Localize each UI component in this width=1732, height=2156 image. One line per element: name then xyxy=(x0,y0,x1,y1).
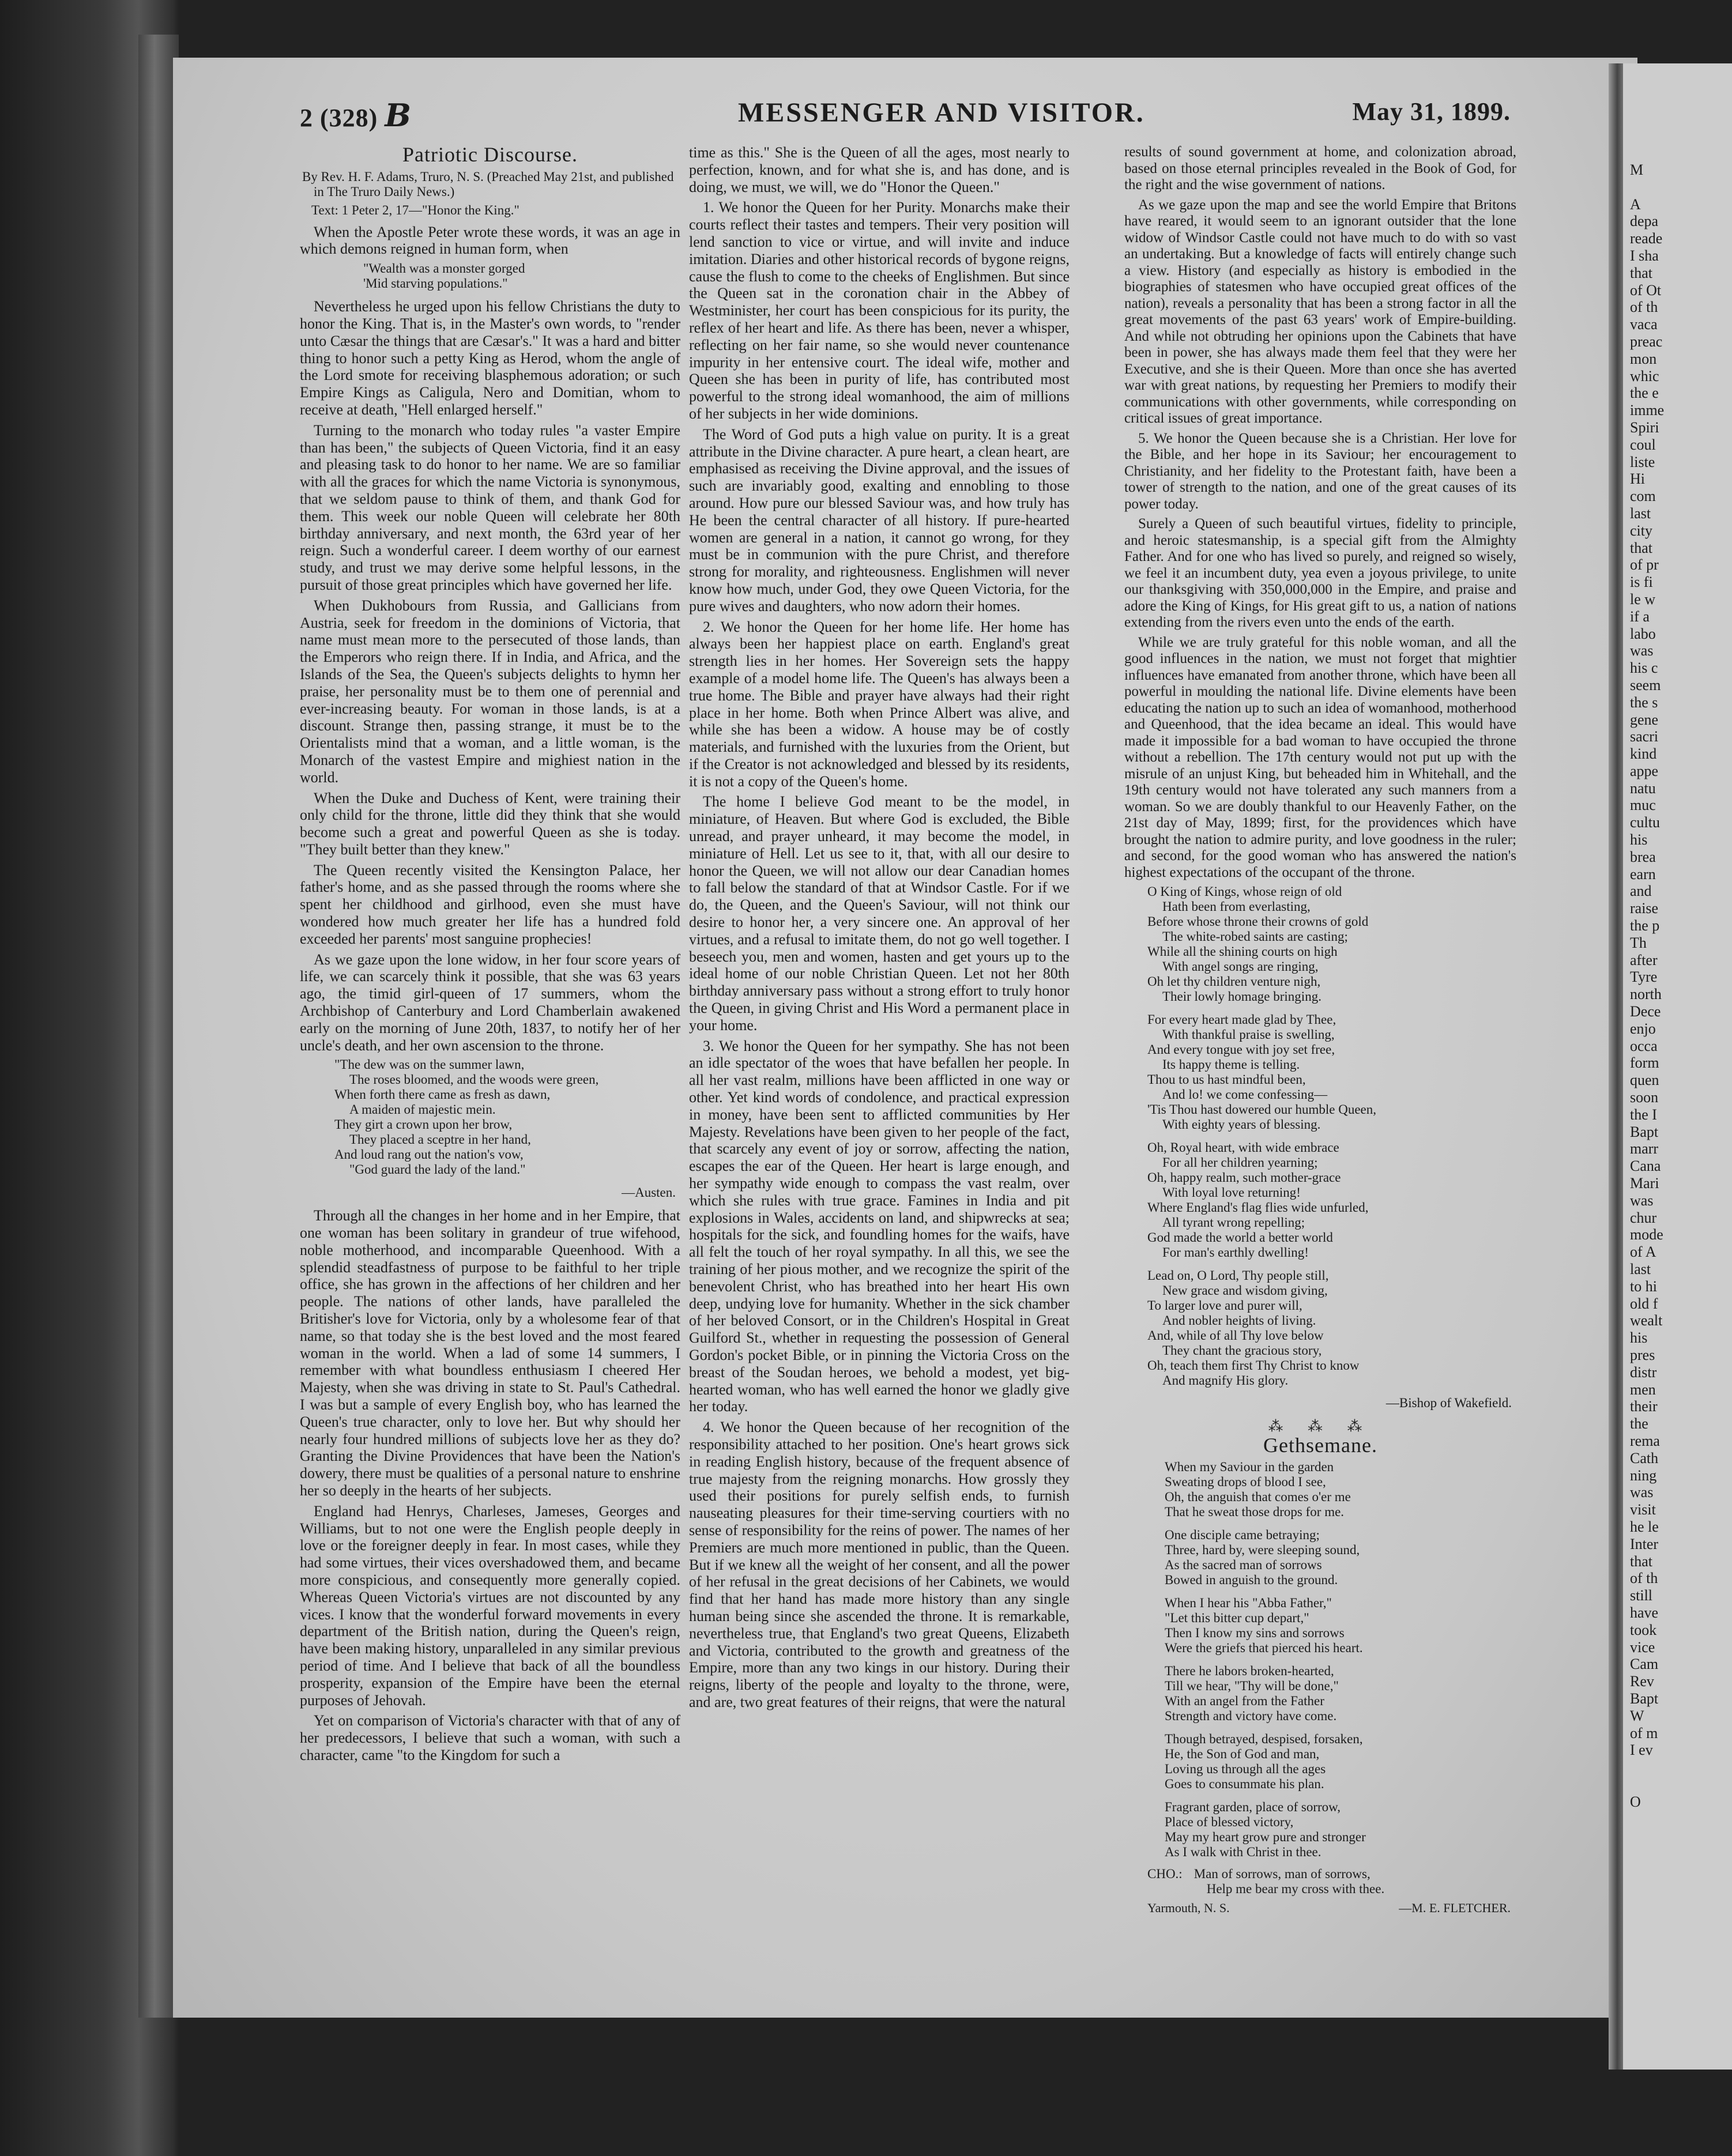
handwritten-mark: B xyxy=(385,97,412,134)
verse-line: When forth there came as fresh as dawn, xyxy=(334,1087,551,1102)
verse-line: For all her children yearning; xyxy=(1162,1155,1318,1170)
adjacent-page-line: vaca xyxy=(1630,316,1658,333)
adjacent-page-line: form xyxy=(1630,1054,1659,1072)
adjacent-page-line: chur xyxy=(1630,1209,1657,1226)
adjacent-page-line: raise xyxy=(1630,900,1659,917)
verse-line: Though betrayed, despised, forsaken, xyxy=(1165,1731,1363,1746)
verse-line: Their lowly homage bringing. xyxy=(1162,989,1321,1004)
adjacent-page-line: occa xyxy=(1630,1037,1658,1054)
verse-line: Three, hard by, were sleeping sound, xyxy=(1165,1542,1360,1557)
adjacent-page-line: whic xyxy=(1630,367,1659,385)
adjacent-page-line: mon xyxy=(1630,350,1657,367)
masthead-title: MESSENGER AND VISITOR. xyxy=(738,97,1145,128)
verse-line: The white-robed saints are casting; xyxy=(1162,929,1348,944)
adjacent-page-line: Bapt xyxy=(1630,1123,1659,1140)
adjacent-page-line: Mari xyxy=(1630,1175,1659,1192)
paragraph: time as this." She is the Queen of all the ages, most nearly to perfection, known, and for what she is, and has done, and is doing, we must, we will, we do "Honor the Queen." xyxy=(689,144,1070,195)
adjacent-page-line: A xyxy=(1630,195,1641,213)
verse-line: And magnify His glory. xyxy=(1162,1373,1289,1388)
gethsemane-poem xyxy=(1165,1460,1516,1860)
adjacent-page-line: Spiri xyxy=(1630,419,1659,436)
verse-line: All tyrant wrong repelling; xyxy=(1162,1215,1305,1230)
adjacent-page-line: the p xyxy=(1630,917,1660,934)
verse-line: And, while of all Thy love below xyxy=(1147,1328,1324,1343)
verse-line: And nobler heights of living. xyxy=(1162,1313,1316,1328)
adjacent-page-line: seem xyxy=(1630,676,1661,693)
adjacent-page-line: Cam xyxy=(1630,1656,1659,1673)
adjacent-page-line: O xyxy=(1630,1793,1641,1810)
verse-line: And lo! we come confessing— xyxy=(1162,1087,1328,1102)
stanza-break xyxy=(1165,1724,1516,1732)
adjacent-page-line: enjo xyxy=(1630,1020,1656,1037)
paragraph: The home I believe God meant to be the model, in miniature, of Heaven. But where God is excluded, the Bible unread, and prayer unheard, it may become the model, in miniature of Hell. Let us see to it, that, with all our desire to honor the Queen, we will not allow our dear Canadian homes to fall below the standard of that at Windsor Castle. For if we do, the Queen, and the Queen's Saviour, will not think our desire to honor her, a very sincere one. An approval of her virtues, and a refusal to imitate them, do not go well together. I beseech you, men and women, hasten and get yours up to the ideal home of our noble Christian Queen. Let not her 80th birthday anniversary pass without a strong effort to truly honor the Queen, in giving Christ and His Word a permanent place in your home. xyxy=(689,793,1070,1034)
adjacent-page-line xyxy=(1623,179,1732,196)
adjacent-page-line: gene xyxy=(1630,711,1659,728)
page-number: 2 (328) B xyxy=(300,97,412,134)
adjacent-page-line: Tyre xyxy=(1630,968,1658,986)
adjacent-page-line: his xyxy=(1630,1329,1648,1347)
adjacent-page-line: wealt xyxy=(1630,1312,1663,1329)
adjacent-page-line: that xyxy=(1630,539,1652,556)
hymn-attribution: —Bishop of Wakefield. xyxy=(1385,1396,1512,1410)
verse-line: To larger love and purer will, xyxy=(1147,1298,1302,1313)
adjacent-page-line: last xyxy=(1630,504,1651,522)
adjacent-page-line: city xyxy=(1630,522,1652,539)
adjacent-page-line: of pr xyxy=(1630,556,1659,574)
paragraph: While we are truly grateful for this noble woman, and all the good influences in the nation, we must not forget that mightier influences have emanated from another throne, which have been all powerful in moulding the national life. Divine elements have been educating the nation up to such an idea of womanhood, motherhood and Queenhood, that the idea became an ideal. This would have made it impossible for a bad woman to have occupied the throne without a rebellion. The 17th century would not put up with the misrule of an unjust King, but beheaded him in Whitehall, and the 19th century would not have tolerated any such manners from a woman. So we are doubly thankful to our Heavenly Father, on the 21st day of May, 1899; first, for the providences which have brought the nation to admire purity, and love goodness in the ruler; and second, for the good woman who has answered the nation's highest expectations of the occupant of the throne. xyxy=(1124,634,1516,880)
verse-line: 'Mid starving populations." xyxy=(363,276,508,291)
paragraph: 2. We honor the Queen for her home life. Her home has always been her happiest place on earth. England's great strength lies in her homes. Her Sovereign sets the happy example of a model home life. The Queen's has always been a true home. The Bible and prayer have always had their right place in her home. Both when Prince Albert was alive, and while she has been a widow. A house may be of costly materials, and furnished with the luxuries from the Orient, but if the Creator is not acknowledged and blessed by its residents, it is not a copy of the Queen's home. xyxy=(689,618,1070,790)
article-title: Patriotic Discourse. xyxy=(402,143,578,166)
adjacent-page-line: coul xyxy=(1630,436,1656,453)
adjacent-page-line: vice xyxy=(1630,1638,1655,1656)
paragraph: 3. We honor the Queen for her sympathy. She has not been an idle spectator of the woes that have befallen her people. In all her vast realm, millions have been afflicted in one way or other. Yet kind words of condolence, and practical expression in money, have been sent to afflicted communities by Her Majesty. Revelations have been given to her people of the fact, that scarcely any event of joy or sorrow, affecting the nation, escapes the ear of the Queen. Her heart is large enough, and her sympathy wide enough to compass the vast realm, over which she rules with true grace. Famines in India and pit explosions in Wales, accidents on land, and shipwrecks at sea; hospitals for the sick, and foundling homes for the waifs, have all felt the touch of her royal sympathy. In all this, we see the training of her pious mother, and we recognize the spirit of the benevolent Christ, who has breathed into her heart His own deep, undying love for humanity. Whether in the sick chamber of her beloved Consort, or in the Children's Hospital in Great Guilford St., whether in requesting the possession of General Gordon's pocket Bible, or in pinning the Victoria Cross on the breast of the Soudan heroes, we behold a modest, yet big-hearted woman, who has well earned the honor we gladly give her today. xyxy=(689,1037,1070,1415)
adjacent-page-line: soon xyxy=(1630,1089,1659,1106)
stanza-break xyxy=(1165,1656,1516,1664)
adjacent-page-line: I sha xyxy=(1630,247,1659,264)
adjacent-page-line: men xyxy=(1630,1381,1656,1398)
adjacent-page-line: ning xyxy=(1630,1467,1657,1484)
adjacent-page-line: W xyxy=(1630,1707,1644,1724)
adjacent-page-line: Cana xyxy=(1630,1158,1661,1175)
adjacent-page-line: Th xyxy=(1630,934,1647,951)
chorus-label: CHO.: xyxy=(1147,1866,1183,1881)
adjacent-page-line xyxy=(1623,1776,1732,1793)
verse-line: Hath been from everlasting, xyxy=(1162,899,1311,914)
byline: By Rev. H. F. Adams, Truro, N. S. (Preached May 21st, and published in The Truro Daily News.) xyxy=(302,169,674,199)
verse-line: "Let this bitter cup depart," xyxy=(1165,1610,1309,1625)
verse-line: With angel songs are ringing, xyxy=(1162,959,1319,974)
adjacent-page-line: their xyxy=(1630,1398,1658,1415)
adjacent-page-line: Cath xyxy=(1630,1449,1659,1467)
verse-line: And loud rang out the nation's vow, xyxy=(334,1147,524,1162)
adjacent-page-line: kind xyxy=(1630,745,1657,763)
adjacent-page-line: and xyxy=(1630,883,1652,900)
adjacent-page-line: brea xyxy=(1630,848,1656,865)
adjacent-page-line: labo xyxy=(1630,625,1656,642)
paragraph: Nevertheless he urged upon his fellow Christians the duty to honor the King. That is, in the Master's own words, to "render unto Cæsar the things that are Cæsar's." It was a hard and bitter thing to honor such a petty King as Herod, whom the angle of the Lord smote for receiving blasphemous adoration; or such Empire Kings as Caligula, Nero and Domitian, whom to receive at death, "Hell enlarged herself." xyxy=(300,298,680,418)
verse-line: For man's earthly dwelling! xyxy=(1162,1245,1309,1260)
adjacent-page-line: marr xyxy=(1630,1140,1659,1158)
adjacent-page-line: to hi xyxy=(1630,1277,1657,1295)
verse-line: Before whose throne their crowns of gold xyxy=(1147,914,1369,929)
paragraph: Turning to the monarch who today rules "a vaster Empire than has been," the subjects of Queen Victoria, find it an easy and pleasing task to do honor to her name. We are so familiar with all the graces for which the name Victoria is synonymous, that we seldom pause to think of them, and thank God for them. This week our noble Queen will celebrate her 80th birthday anniversary, and next month, the 63rd year of her reign. Such a wonderful career. I deem worthy of our earnest study, and trust we may derive some helpful lessons, in the pursuit of those great principles which have governed her life. xyxy=(300,421,680,593)
adjacent-page-line: the s xyxy=(1630,693,1658,711)
verse-line: Oh, Royal heart, with wide embrace xyxy=(1147,1140,1339,1155)
adjacent-page-line: of th xyxy=(1630,1570,1658,1587)
adjacent-page-line: his xyxy=(1630,831,1648,849)
adjacent-page-line: the e xyxy=(1630,385,1659,402)
verse-line: They chant the gracious story, xyxy=(1162,1343,1322,1358)
adjacent-page-line: that xyxy=(1630,1552,1652,1570)
verse-line: "God guard the lady of the land." xyxy=(349,1162,526,1177)
verse-line: 'Tis Thou hast dowered our humble Queen, xyxy=(1147,1102,1377,1117)
verse-line: While all the shining courts on high xyxy=(1147,944,1338,959)
adjacent-page-line: still xyxy=(1630,1587,1653,1604)
adjacent-page-line: reade xyxy=(1630,230,1663,247)
verse-line: Its happy theme is telling. xyxy=(1162,1057,1300,1072)
adjacent-page-line: M xyxy=(1630,161,1644,178)
verse-line: Thou to us hast mindful been, xyxy=(1147,1072,1306,1087)
verse-line: When I hear his "Abba Father," xyxy=(1165,1595,1332,1610)
verse-line: As I walk with Christ in thee. xyxy=(1165,1844,1321,1859)
verse-line: With an angel from the Father xyxy=(1165,1693,1324,1708)
adjacent-page-line: took xyxy=(1630,1621,1657,1638)
paragraph: Surely a Queen of such beautiful virtues, fidelity to principle, and heroic statesmanship, is a special gift from the Almighty Father. And for one who has lived so purely, and reigned so wisely, we feel it an incumbent duty, yea even a joyous privilege, to unite our thanksgiving with 350,000,000 in the Empire, and praise and adore the King of Kings, for His great gift to us, a nation of nations extending from the rivers even unto the ends of the earth. xyxy=(1124,516,1516,630)
adjacent-page-line: Dece xyxy=(1630,1003,1661,1020)
adjacent-page-line: old f xyxy=(1630,1295,1658,1312)
adjacent-page-line: quen xyxy=(1630,1072,1659,1089)
adjacent-page-line: was xyxy=(1630,642,1654,659)
verse-line: New grace and wisdom giving, xyxy=(1162,1283,1328,1298)
adjacent-page-line: pres xyxy=(1630,1346,1655,1363)
verse-line: With eighty years of blessing. xyxy=(1162,1117,1321,1132)
paragraph: The Queen recently visited the Kensington Palace, her father's home, and as she passed through the rooms where she spent her childhood and girlhood, even she must have wondered how much greater her life has a hundred fold exceeded her parents' most sanguine prophecies! xyxy=(300,861,680,947)
adjacent-page-line: is fi xyxy=(1630,574,1653,591)
stanza-break xyxy=(1147,1260,1516,1268)
verse-line: Bowed in anguish to the ground. xyxy=(1165,1572,1338,1587)
chorus xyxy=(1147,1867,1516,1897)
adjacent-page-line: liste xyxy=(1630,453,1655,470)
adjacent-page-line: imme xyxy=(1630,402,1665,419)
paragraph: The Word of God puts a high value on purity. It is a great attribute in the Divine character. A pure heart, a clean heart, are emphasised as receiving the Divine approval, and the issues of such are invariably good, exalting and ennobling to those around. How pure our blessed Saviour was, and how truly has He been the central character of all history. If pure-hearted women are general in a nation, it cannot go wrong, for they must be in communion with the pure Christ, and therefore strong for morality, and righteousness. Englishmen will never know how much, under God, they owe Queen Victoria, for the pure wives and daughters, who now adorn their homes. xyxy=(689,425,1070,615)
paragraph: Through all the changes in her home and in her Empire, that one woman has been solitary in grandeur of true wifehood, noble motherhood, and incomparable Queenhood. With a splendid steadfastness of purpose to be faithful to her triple office, she has grown in the affections of her children and her people. The nations of other lands, have paralleled the Britisher's love for Victoria, only by a wholesome fear of that name, so that today she is the best loved and the most feared woman in the world. When a lad of some 14 summers, I remember with what boundless enthusiasm I cheered Her Majesty, when she was driving in state to St. Paul's Cathedral. I was but a sample of every English boy, who has learned the Queen's true character, only to love her. But why should her nearly four hundred millions of subjects love her as they do? Granting the Divine Providences that have been the Nation's dowery, there must be qualities of a personal nature to enshrine her so deeply in the hearts of her subjects. xyxy=(300,1207,680,1499)
paragraph: When Dukhobours from Russia, and Gallicians from Austria, seek for freedom in the dominions of Victoria, that name must mean more to the persecuted of those lands, than the Emperors who reign there. If in India, and Africa, and the Islands of the Sea, the Queen's subjects delights to hymn her praise, her personality must be to them one of perennial and ever-increasing beauty. For woman in those lands, is at a discount. Strange then, passing strange, it must be to the Orientalists mind that a woman, and a little woman, is the Monarch of the vastest Empire and mighiest nation in the world. xyxy=(300,597,680,786)
verse-line: And every tongue with joy set free, xyxy=(1147,1042,1335,1057)
verse-line: Till we hear, "Thy will be done," xyxy=(1165,1678,1339,1693)
verse-line: Then I know my sins and sorrows xyxy=(1165,1625,1345,1640)
verse-line: One disciple came betraying; xyxy=(1165,1527,1320,1542)
verse-line: "Wealth was a monster gorged xyxy=(363,261,525,276)
adjacent-page-line: if a xyxy=(1630,608,1650,625)
verse-line: When my Saviour in the garden xyxy=(1165,1459,1334,1474)
verse-line: They placed a sceptre in her hand, xyxy=(349,1132,531,1147)
adjacent-page-line: mode xyxy=(1630,1226,1663,1243)
verse-line: Oh, teach them first Thy Christ to know xyxy=(1147,1358,1360,1373)
quotation xyxy=(363,261,680,291)
adjacent-page xyxy=(1623,63,1732,2070)
adjacent-page-line: Inter xyxy=(1630,1535,1659,1552)
adjacent-page-line: com xyxy=(1630,488,1656,505)
verse-line: Oh, happy realm, such mother-grace xyxy=(1147,1170,1341,1185)
verse-line: Place of blessed victory, xyxy=(1165,1814,1294,1829)
adjacent-page-line: north xyxy=(1630,986,1662,1003)
verse-line: Man of sorrows, man of sorrows, xyxy=(1193,1866,1370,1881)
verse-line: They girt a crown upon her brow, xyxy=(334,1117,513,1132)
adjacent-page-line: earn xyxy=(1630,865,1656,883)
verse-line: Where England's flag flies wide unfurled, xyxy=(1147,1200,1369,1215)
adjacent-page-line: Hi xyxy=(1630,470,1645,488)
adjacent-page-line: natu xyxy=(1630,779,1656,797)
stanza-break xyxy=(1147,1132,1516,1140)
adjacent-page-line: visit xyxy=(1630,1501,1656,1518)
paragraph: When the Apostle Peter wrote these words, it was an age in which demons reigned in human form, when xyxy=(300,223,680,258)
verse-line: Sweating drops of blood I see, xyxy=(1165,1474,1326,1489)
paragraph: results of sound government at home, and colonization abroad, based on those eternal principles revealed in the Book of God, for the right and the wise government of nations. xyxy=(1124,144,1516,193)
paragraph: When the Duke and Duchess of Kent, were training their only child for the throne, little did they think that she would become such a great and powerful Queen as she is today. "They built better than they knew." xyxy=(300,789,680,858)
verse-line: O King of Kings, whose reign of old xyxy=(1147,884,1342,899)
verse-line: Oh, the anguish that comes o'er me xyxy=(1165,1489,1351,1504)
adjacent-page-line: his c xyxy=(1630,659,1658,677)
adjacent-page-line: rema xyxy=(1630,1432,1660,1449)
verse-line: Loving us through all the ages xyxy=(1165,1761,1326,1776)
adjacent-page-line: depa xyxy=(1630,213,1659,230)
poem-attribution: —Austen. xyxy=(622,1185,676,1200)
verse-line: Strength and victory have come. xyxy=(1165,1708,1337,1723)
adjacent-page-line: after xyxy=(1630,951,1658,968)
adjacent-page-line: sacri xyxy=(1630,728,1659,745)
verse-line: Were the griefs that pierced his heart. xyxy=(1165,1640,1363,1655)
verse-line: For every heart made glad by Thee, xyxy=(1147,1012,1336,1027)
verse-line: Oh let thy children venture nigh, xyxy=(1147,974,1321,989)
adjacent-page-line: the xyxy=(1630,1415,1648,1433)
adjacent-page-line: Bapt xyxy=(1630,1690,1659,1707)
adjacent-page-line: Rev xyxy=(1630,1673,1654,1690)
adjacent-page-text xyxy=(1623,161,1732,1811)
adjacent-page-line: of Ot xyxy=(1630,281,1662,299)
adjacent-page-line: have xyxy=(1630,1604,1659,1621)
verse-line: As the sacred man of sorrows xyxy=(1165,1557,1322,1572)
adjacent-page-line: was xyxy=(1630,1192,1654,1209)
adjacent-page-line: le w xyxy=(1630,590,1656,608)
adjacent-page-line: of th xyxy=(1630,299,1658,316)
adjacent-page-line: that xyxy=(1630,264,1652,281)
verse-line: God made the world a better world xyxy=(1147,1230,1333,1245)
verse-line: "The dew was on the summer lawn, xyxy=(334,1057,525,1072)
poem xyxy=(334,1057,680,1177)
column-3 xyxy=(1124,144,1516,1915)
paragraph: 5. We honor the Queen because she is a Christian. Her love for the Bible, and her hope in its Saviour; her encouragement to Christianity, and her fidelity to the Protestant faith, have been a tower of strength to the nation, and one of the great causes of its power today. xyxy=(1124,430,1516,512)
adjacent-page-line: was xyxy=(1630,1484,1654,1501)
verse-line: With loyal love returning! xyxy=(1162,1185,1301,1200)
stanza-break xyxy=(1165,1520,1516,1528)
place: Yarmouth, N. S. xyxy=(1147,1900,1230,1915)
author: —M. E. FLETCHER. xyxy=(1399,1900,1511,1915)
adjacent-page-line: muc xyxy=(1630,797,1656,814)
paragraph: 4. We honor the Queen because of her recognition of the responsibility attached to her position. One's heart grows sick in reading English history, because of the frequent absence of true majesty from the reigning monarchs. How grossly they used their positions for purely selfish ends, to furnish nauseating pleasures for their time-serving courtiers with no sense of responsibility for the reins of power. The names of her Premiers are much more mentioned in public, than the Queen. But if we knew all the weight of her consent, and all the power of her refusal in the great decisions of her Cabinets, we would find that her hand has made more history than any single human being since she ascended the throne. It is remarkable, nevertheless true, that England's two great Queens, Elizabeth and Victoria, contributed to the growth and greatness of the Empire, more than any two kings in our history. During their reigns, liberty of the people and loyalty to the throne, were, and are, two great features of their reigns, that were the natural xyxy=(689,1419,1070,1710)
adjacent-page-line: cultu xyxy=(1630,814,1660,831)
verse-line: Goes to consummate his plan. xyxy=(1165,1776,1324,1791)
adjacent-page-line: distr xyxy=(1630,1363,1657,1381)
paragraph: As we gaze upon the lone widow, in her four score years of life, we can scarcely think it possible, that she was 63 years ago, the timid girl-queen of 17 summers, whom the Archbishop of Canterbury and Lord Chamberlain awakened early on the morning of June 20th, 1837, to notify her of her uncle's death, and her own ascension to the throne. xyxy=(300,951,680,1054)
stanza-break xyxy=(1165,1792,1516,1800)
verse-line: There he labors broken-hearted, xyxy=(1165,1663,1334,1678)
issue-date: May 31, 1899. xyxy=(1352,97,1511,126)
verse-line: He, the Son of God and man, xyxy=(1165,1746,1320,1761)
stanza-break xyxy=(1165,1588,1516,1596)
verse-line: A maiden of majestic mein. xyxy=(349,1102,496,1117)
verse-line: Lead on, O Lord, Thy people still, xyxy=(1147,1268,1329,1283)
section-ornament: ⁂ ⁂ ⁂ xyxy=(1268,1418,1373,1435)
adjacent-page-line: preac xyxy=(1630,333,1663,350)
page-header xyxy=(300,97,1511,143)
adjacent-page-line: of m xyxy=(1630,1724,1658,1742)
poem-footer xyxy=(1147,1900,1511,1917)
verse-line: With thankful praise is swelling, xyxy=(1162,1027,1335,1042)
paragraph: 1. We honor the Queen for her Purity. Monarchs make their courts reflect their tastes and tempers. Their very position will lend sanction to vice or virtue, and will invite and induce imitation. Diaries and other historical records of bygone reigns, cause the flush to come to the cheeks of Englishmen. But since the Queen sat in the coronation chair in the Abbey of Westminister, her court has been conspicious for its purity, the reflex of her heart and life. As there has been, never a whisper, reflecting on her fair name, so she would never countenance impurity in her entensive court. The ideal wife, mother and Queen she has been in purity of life, has contributed most powerful to the strong ideal womanhood, the aim of millions of her subjects in her wide dominions. xyxy=(689,199,1070,422)
paragraph: Yet on comparison of Victoria's character with that of any of her predecessors, I believe that such a woman, with such a character, came "to the Kingdom for such a xyxy=(300,1712,680,1763)
stanza-break xyxy=(1147,1004,1516,1012)
paragraph: As we gaze upon the map and see the world Empire that Britons have reared, it would seem to an ignorant outsider that the lone widow of Windsor Castle could not have much to do with so vast an undertaking. But a knowledge of facts will entirely change such a view. History (and especially as history is embodied in the biographies of statesmen who have occupied great offices of the nation), reveals a personality that has been a strong factor in all the great movements of the past 63 years' work of Empire-building. And while not obtruding her opinions upon the Cabinets that have been in power, she has always made them feel that they were her Executive, and she is their Queen. More than once she has averted war with great nations, by requesting her Premiers to modify their communications with other governments, while corresponding on critical issues of great importance. xyxy=(1124,197,1516,426)
verse-line: Fragrant garden, place of sorrow, xyxy=(1165,1799,1341,1814)
adjacent-page-line: of A xyxy=(1630,1243,1656,1261)
verse-line: The roses bloomed, and the woods were green, xyxy=(349,1072,599,1087)
verse-line: Help me bear my cross with thee. xyxy=(1206,1881,1385,1896)
verse-line: May my heart grow pure and stronger xyxy=(1165,1829,1366,1844)
adjacent-page-line: I ev xyxy=(1630,1742,1653,1759)
adjacent-page-line xyxy=(1623,1759,1732,1776)
paragraph: England had Henrys, Charleses, Jameses, Georges and Williams, but to not one were the English people deeply in love or the foreigner deeply in fear. In most cases, while they had some virtues, their vices overshadowed them, and became more conspicious, and consequently more generally copied. Whereas Queen Victoria's virtues are not discounted by any vices. I know that the wonderful forward movements in every department of the British nation, during the Queen's reign, have been making history, unparalleled in any similar previous period of time. And I believe that back of all the boundless prosperity, expansion of the Empire have been the eternal purposes of Jehovah. xyxy=(300,1502,680,1709)
adjacent-page-line: he le xyxy=(1630,1518,1659,1535)
column-1 xyxy=(300,144,680,1793)
adjacent-page-line: the I xyxy=(1630,1106,1657,1123)
poem-title: Gethsemane. xyxy=(1263,1434,1377,1457)
adjacent-page-line: appe xyxy=(1630,762,1659,779)
column-2 xyxy=(689,144,1070,1793)
scripture-text: Text: 1 Peter 2, 17—"Honor the King." xyxy=(311,202,519,217)
verse-line: That he sweat those drops for me. xyxy=(1165,1504,1345,1519)
adjacent-page-line: last xyxy=(1630,1261,1651,1277)
hymn xyxy=(1147,884,1516,1388)
